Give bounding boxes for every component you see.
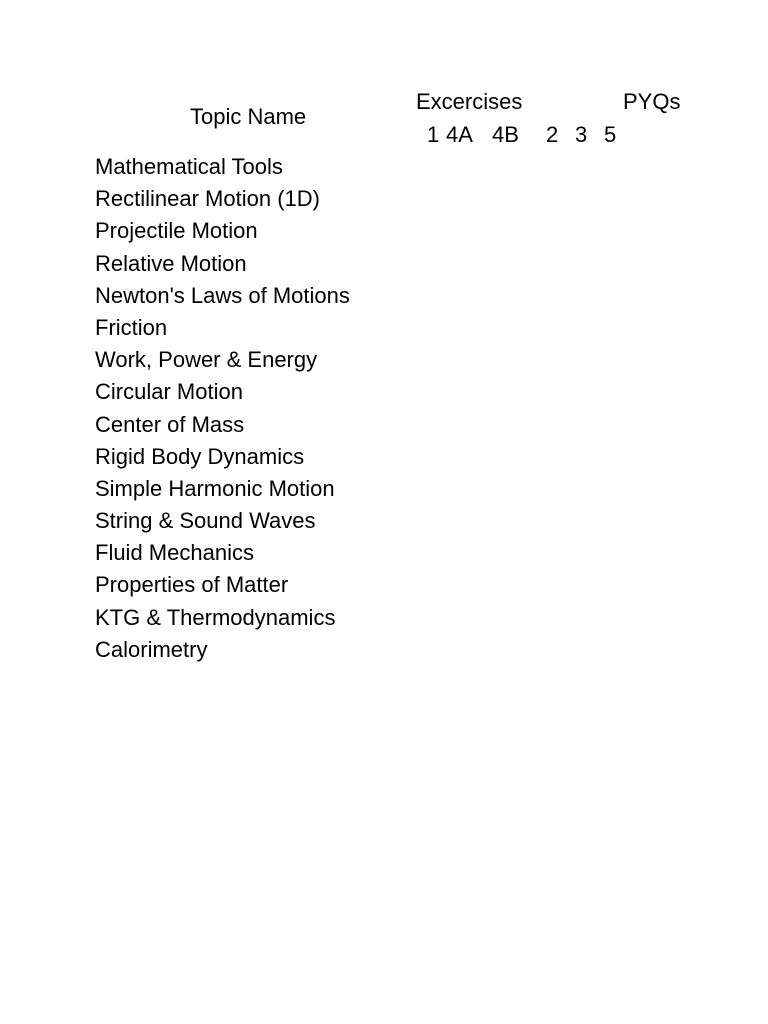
exercise-column-2: 2 <box>546 122 559 147</box>
exercise-column-1: 1 <box>427 122 440 147</box>
topic-row: Properties of Matter <box>95 572 289 598</box>
exercise-columns-row <box>0 122 768 148</box>
topic-row: KTG & Thermodynamics <box>95 604 336 630</box>
exercise-column-3: 3 <box>575 122 588 147</box>
topic-list <box>95 151 350 666</box>
topic-row: Simple Harmonic Motion <box>95 475 335 501</box>
topic-row: Work, Power & Energy <box>95 347 318 373</box>
topic-row: Center of Mass <box>95 411 245 437</box>
exercise-column-5: 5 <box>604 122 617 147</box>
topic-row: Rigid Body Dynamics <box>95 443 305 469</box>
topic-row: Friction <box>95 314 168 340</box>
topic-name-header: Topic Name <box>190 104 307 129</box>
topic-row: Circular Motion <box>95 379 243 405</box>
topic-row: Projectile Motion <box>95 218 258 244</box>
topic-row: Fluid Mechanics <box>95 540 254 566</box>
exercises-header: Excercises <box>416 89 523 114</box>
topic-row: Newton's Laws of Motions <box>95 282 350 308</box>
topic-row: Rectilinear Motion (1D) <box>95 186 320 212</box>
pyqs-header: PYQs <box>623 89 681 114</box>
topic-row: Mathematical Tools <box>95 154 283 179</box>
exercise-column-4b: 4B <box>492 122 519 147</box>
topic-row: Calorimetry <box>95 636 208 662</box>
exercise-column-4a: 4A <box>446 122 473 147</box>
topic-row: String & Sound Waves <box>95 508 316 534</box>
topic-row: Relative Motion <box>95 250 247 276</box>
